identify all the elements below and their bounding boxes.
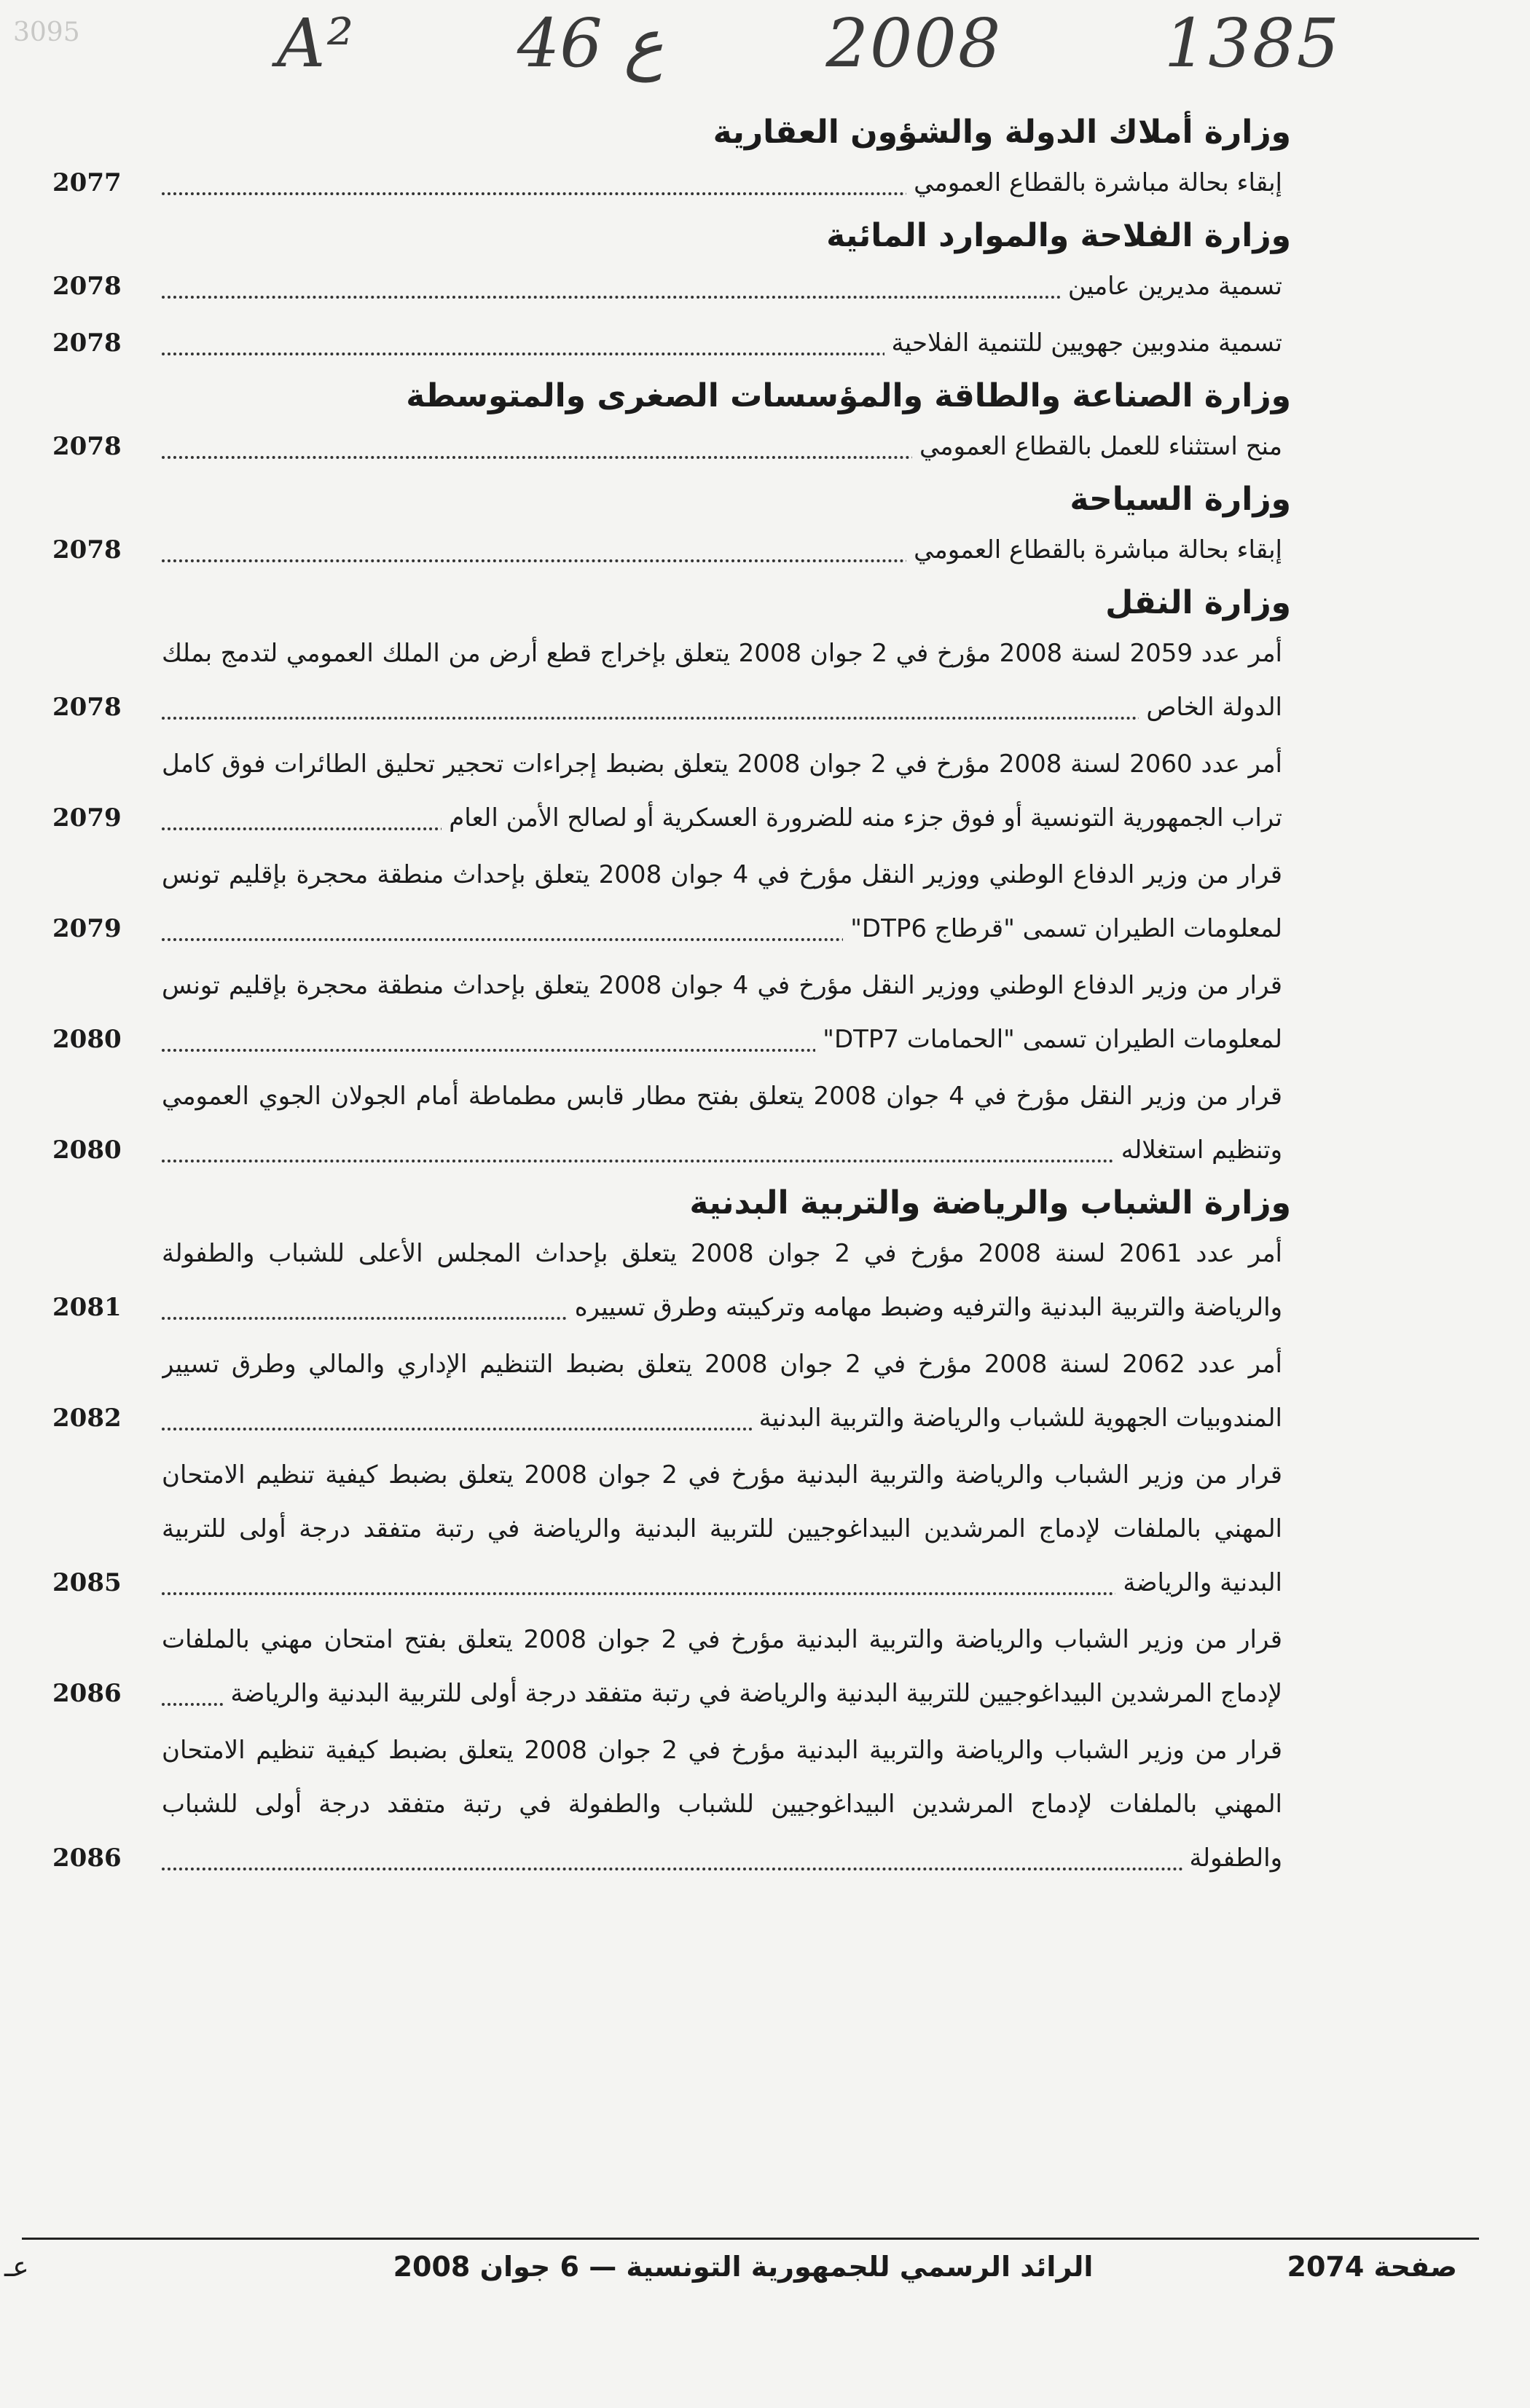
- toc-entry-page: 2078: [52, 328, 122, 358]
- toc-entry-text: قرار من وزير الشباب والرياضة والتربية البدنية مؤرخ في 2 جوان 2008 يتعلق بضبط كيفية تنظيم الامتحان المهني بالملفات لإدماج المرشدين البيداغوجيين للشباب والطفولة في رتبة متفقد درجة أولى للشباب والطفولة: [162, 1736, 1282, 1873]
- toc-entry: [52, 1448, 1291, 1610]
- toc-entry-text: تسمية مديرين عامين: [1061, 272, 1282, 301]
- toc-entry-text: أمر عدد 2061 لسنة 2008 مؤرخ في 2 جوان 2008 يتعلق بإحداث المجلس الأعلى للشباب والطفولة والرياضة والتربية البدنية والترفيه وضبط مهامه وتركيبته وطرق تسييره: [162, 1239, 1282, 1322]
- toc-entry: [52, 1069, 1291, 1177]
- toc-entry: [52, 959, 1291, 1066]
- toc-entry-text: منح استثناء للعمل بالقطاع العمومي: [912, 432, 1282, 461]
- toc-entry-page: 2077: [52, 168, 122, 197]
- toc-entry-text: أمر عدد 2060 لسنة 2008 مؤرخ في 2 جوان 2008 يتعلق بضبط إجراءات تحجير تحليق الطائرات فوق كامل تراب الجمهورية التونسية أو فوق جزء منه للضرورة العسكرية أو لصالح الأمن العام: [162, 749, 1282, 833]
- toc-entry-page: 2086: [52, 1679, 122, 1708]
- toc-entry-text: إبقاء بحالة مباشرة بالقطاع العمومي: [906, 535, 1282, 564]
- toc-entry-page: 2078: [52, 432, 122, 461]
- toc-entry-text-wrap: [162, 737, 1282, 845]
- toc-entry-page: 2078: [52, 272, 122, 301]
- toc-entry-page: 2079: [52, 803, 122, 833]
- toc-entry-page: 2081: [52, 1293, 122, 1322]
- corner-stamp: 3095: [13, 17, 80, 47]
- toc-entry-text: إبقاء بحالة مباشرة بالقطاع العمومي: [906, 168, 1282, 197]
- toc-entry: [52, 523, 1291, 577]
- toc-entry-text-wrap: [162, 259, 1282, 313]
- toc-entry: [52, 1227, 1291, 1334]
- toc-entry-text-wrap: [162, 1069, 1282, 1177]
- ministry-heading: وزارة السياحة: [1070, 481, 1291, 518]
- toc-entry-text-wrap: [162, 848, 1282, 956]
- footer-divider: [22, 2238, 1479, 2240]
- toc-entry-page: 2078: [52, 535, 122, 564]
- toc-entry-text-wrap: [162, 1337, 1282, 1445]
- ministry-heading: وزارة الشباب والرياضة والتربية البدنية: [689, 1184, 1291, 1221]
- handwritten-annotation: [277, 4, 1341, 82]
- toc-entry: [52, 420, 1291, 473]
- toc-entry-text-wrap: [162, 156, 1282, 210]
- toc-entry: [52, 259, 1291, 313]
- ministry-heading: وزارة الفلاحة والموارد المائية: [826, 217, 1291, 254]
- ministry-heading: وزارة الصناعة والطاقة والمؤسسات الصغرى والمتوسطة: [406, 377, 1291, 414]
- table-of-contents: [52, 109, 1291, 1888]
- toc-entry: [52, 316, 1291, 370]
- handwritten-code: A²: [277, 4, 356, 82]
- handwritten-number: 1385: [1164, 4, 1341, 82]
- toc-entry-page: 2078: [52, 693, 122, 722]
- toc-entry-page: 2080: [52, 1136, 122, 1165]
- toc-entry-text: تسمية مندوبين جهويين للتنمية الفلاحية: [884, 328, 1282, 358]
- edge-fragment: عـ: [4, 2251, 29, 2283]
- handwritten-year: 2008: [825, 4, 1003, 82]
- toc-entry-text: قرار من وزير الدفاع الوطني ووزير النقل مؤرخ في 4 جوان 2008 يتعلق بإحداث منطقة محجرة بإقليم تونس لمعلومات الطيران تسمى "قرطاج DTP6": [162, 860, 1282, 943]
- ministry-heading: وزارة النقل: [1105, 584, 1291, 621]
- toc-entry-text-wrap: [162, 1613, 1282, 1720]
- toc-entry-text-wrap: [162, 1227, 1282, 1334]
- toc-entry: [52, 156, 1291, 210]
- toc-entry-text-wrap: [162, 523, 1282, 577]
- toc-entry-page: 2079: [52, 914, 122, 943]
- toc-entry: [52, 737, 1291, 845]
- toc-entry: [52, 1337, 1291, 1445]
- toc-entry: [52, 1723, 1291, 1885]
- toc-entry-text-wrap: [162, 1448, 1282, 1610]
- toc-entry-page: 2085: [52, 1568, 122, 1597]
- toc-entry-text: قرار من وزير الشباب والرياضة والتربية البدنية مؤرخ في 2 جوان 2008 يتعلق بضبط كيفية تنظيم الامتحان المهني بالملفات لإدماج المرشدين البيداغوجيين للتربية البدنية والرياضة في رتبة متفقد درجة أولى للتربية البدنية والرياضة: [162, 1460, 1282, 1597]
- toc-entry-text-wrap: [162, 626, 1282, 734]
- toc-entry: [52, 626, 1291, 734]
- toc-entry-text-wrap: [162, 316, 1282, 370]
- toc-entry: [52, 848, 1291, 956]
- toc-entry-text: أمر عدد 2062 لسنة 2008 مؤرخ في 2 جوان 2008 يتعلق بضبط التنظيم الإداري والمالي وطرق تسيير المندوبيات الجهوية للشباب والرياضة والتربية البدنية: [162, 1350, 1282, 1433]
- toc-entry-text: قرار من وزير الدفاع الوطني ووزير النقل مؤرخ في 4 جوان 2008 يتعلق بإحداث منطقة محجرة بإقليم تونس لمعلومات الطيران تسمى "الحمامات DTP7": [162, 971, 1282, 1054]
- journal-title: الرائد الرسمي للجمهورية التونسية — 6 جوان 2008: [393, 2251, 1094, 2283]
- ministry-heading: وزارة أملاك الدولة والشؤون العقارية: [713, 114, 1291, 151]
- toc-entry-text-wrap: [162, 1723, 1282, 1885]
- page-footer: [0, 2251, 1530, 2309]
- toc-entry-page: 2080: [52, 1025, 122, 1054]
- toc-entry-text-wrap: [162, 959, 1282, 1066]
- page-number: صفحة 2074: [1287, 2251, 1457, 2283]
- toc-entry-page: 2086: [52, 1844, 122, 1873]
- toc-entry-page: 2082: [52, 1404, 122, 1433]
- handwritten-issue: 46 ع: [517, 4, 664, 82]
- toc-entry-text: قرار من وزير النقل مؤرخ في 4 جوان 2008 يتعلق بفتح مطار قابس مطماطة أمام الجولان الجوي العمومي وتنظيم استغلاله: [162, 1082, 1282, 1165]
- toc-entry-text: قرار من وزير الشباب والرياضة والتربية البدنية مؤرخ في 2 جوان 2008 يتعلق بفتح امتحان مهني بالملفات لإدماج المرشدين البيداغوجيين للتربية البدنية والرياضة في رتبة متفقد درجة أولى للتربية البدنية والرياضة: [162, 1625, 1282, 1708]
- toc-entry-text: أمر عدد 2059 لسنة 2008 مؤرخ في 2 جوان 2008 يتعلق بإخراج قطع أرض من الملك العمومي لتدمج بملك الدولة الخاص: [162, 639, 1282, 722]
- toc-entry: [52, 1613, 1291, 1720]
- toc-entry-text-wrap: [162, 420, 1282, 473]
